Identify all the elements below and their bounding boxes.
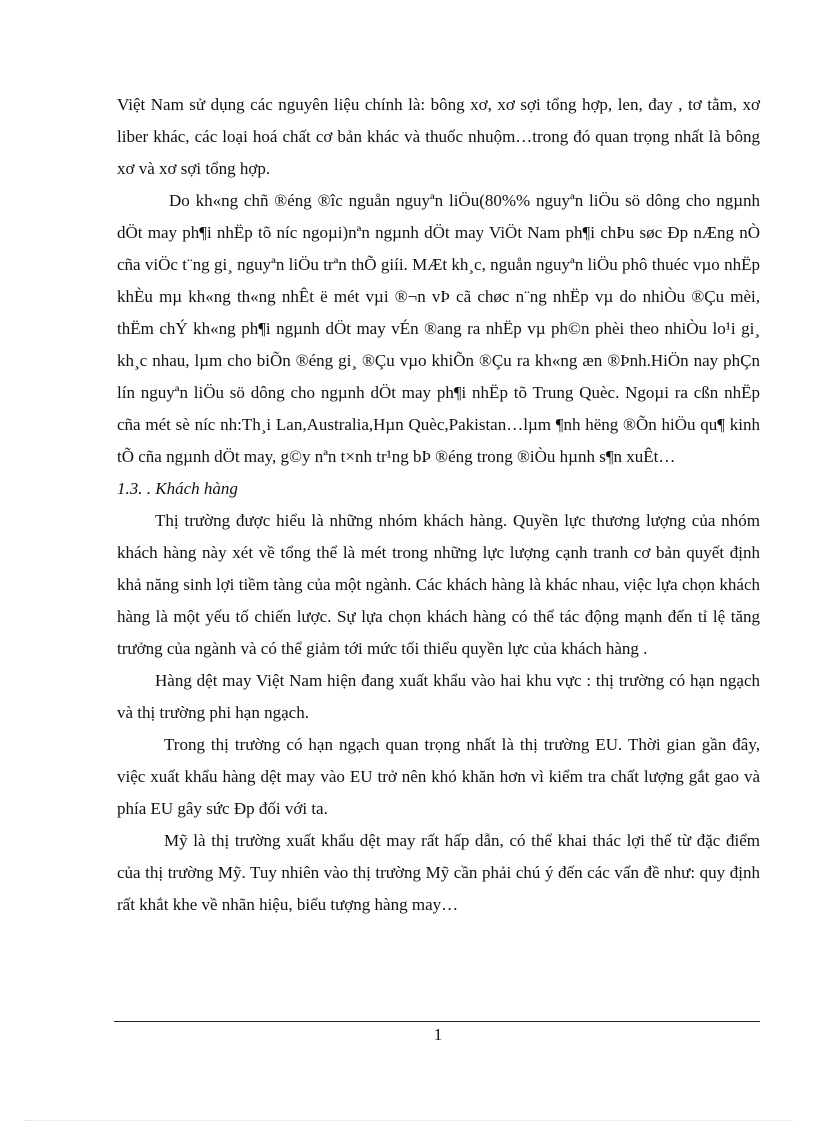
page-bottom-edge bbox=[24, 1120, 794, 1121]
paragraph-eu-market: Trong thị trường có hạn ngạch quan trọng nhất là thị trường EU. Thời gian gần đây, việc xuất khẩu hàng dệt may vào EU trở nên khó khăn hơn vì kiểm tra chất lượng gắt gao và phía EU gây sức Ðp đối với ta. bbox=[117, 735, 760, 818]
paragraph-export-regions: Hàng dệt may Việt Nam hiện đang xuất khẩu vào hai khu vực : thị trường có hạn ngạch và thị trường phi hạn ngạch. bbox=[117, 671, 760, 722]
footer-divider bbox=[114, 1021, 760, 1022]
page-number: 1 bbox=[433, 1025, 443, 1044]
body-text bbox=[117, 89, 760, 921]
paragraph-us-market: Mỹ là thị trường xuất khẩu dệt may rất hấp dẫn, có thể khai thác lợi thế từ đặc điểm của thị trường Mỹ. Tuy nhiên vào thị trường Mỹ cần phải chú ý đến các vấn đề như: quy định rất khắt khe về nhãn hiệu, biểu tượng hàng may… bbox=[117, 831, 760, 914]
paragraph-market-definition: Thị trường được hiểu là những nhóm khách hàng. Quyền lực thương lượng của nhóm khách hàng này xét về tổng thể là mét trong những lực lượng cạnh tranh cơ bản quyết định khả năng sinh lợi tiềm tàng của một ngành. Các khách hàng là khác nhau, việc lựa chọn khách hàng là một yếu tố chiến lược. Sự lựa chọn khách hàng có thể tác động mạnh đến tỉ lệ tăng trưởng của ngành và có thể giảm tới mức tối thiểu quyền lực của khách hàng . bbox=[117, 511, 760, 658]
paragraph-raw-materials: Việt Nam sử dụng các nguyên liệu chính là: bông xơ, xơ sợi tổng hợp, len, đay , tơ tằm, xơ liber khác, các loại hoá chất cơ bản khác và thuốc nhuộm…trong đó quan trọng nhất là bông xơ và xơ sợi tổng hợp. bbox=[117, 95, 760, 178]
paragraph-import-dependence: Do kh«ng chñ ®éng ®îc nguån nguyªn liÖu(80%% nguyªn liÖu sö dông cho ngµnh dÖt may ph¶i nhËp tõ níc ngoµi)nªn ngµnh dÖt may ViÖt Nam ph¶i chÞu søc Ðp nÆng nÒ cña viÖc t¨ng gi¸ nguyªn liÖu trªn thÕ giíi. MÆt kh¸c, nguån nguyªn liÖu phô thuéc vµo nhËp khÈu mµ kh«ng th«ng nhÊt ë mét vµi ®¬n vÞ cã chøc n¨ng nhËp vµ do nhiÒu ®Çu mèi, thËm chÝ kh«ng ph¶i ngµnh dÖt may vÉn ®ang ra nhËp vµ ph©n phèi theo nhiÒu lo¹i gi¸ kh¸c nhau, lµm cho biÕn ®éng gi¸ ®Çu vµo khiÕn ®Çu ra kh«ng æn ®Þnh.HiÖn nay phÇn lín nguyªn liÖu sö dông cho ngµnh dÖt may ph¶i nhËp tõ Trung Quèc. Ngoµi ra cßn nhËp cña mét sè níc nh:Th¸i Lan,Australia,Hµn Quèc,Pakistan…lµm ¶nh hëng ®Õn hiÖu qu¶ kinh tÕ cña ngµnh dÖt may, g©y nªn t×nh tr¹ng bÞ ®éng trong ®iÒu hµnh s¶n xuÊt… bbox=[117, 191, 760, 466]
section-heading: 1.3. . Khách hàng bbox=[117, 479, 238, 498]
